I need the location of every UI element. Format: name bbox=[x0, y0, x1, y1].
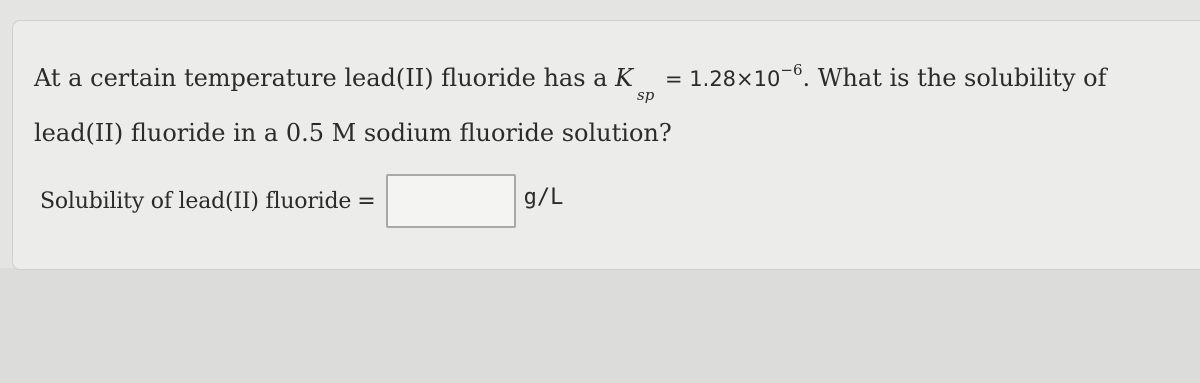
answer-label: Solubility of lead(II) fluoride bbox=[40, 188, 352, 214]
solubility-input[interactable] bbox=[386, 174, 516, 228]
equals-sign: = bbox=[357, 188, 376, 214]
unit-label: g/L bbox=[523, 184, 564, 210]
ksp-subscript: sp bbox=[637, 86, 655, 104]
question-prefix: At a certain temperature lead(II) fluoride has a bbox=[34, 64, 616, 92]
ksp-value: = 1.28×10 bbox=[658, 67, 781, 91]
question-line-1 bbox=[34, 52, 1184, 107]
question-line-2: lead(II) fluoride in a 0.5 M sodium fluoride solution? bbox=[34, 119, 672, 147]
ksp-symbol: K bbox=[615, 64, 634, 92]
page-background bbox=[0, 268, 1200, 383]
question-text bbox=[34, 52, 1184, 159]
ksp-exponent: −6 bbox=[780, 61, 803, 79]
question-suffix: . What is the solubility of bbox=[802, 64, 1107, 92]
answer-row bbox=[40, 172, 563, 230]
